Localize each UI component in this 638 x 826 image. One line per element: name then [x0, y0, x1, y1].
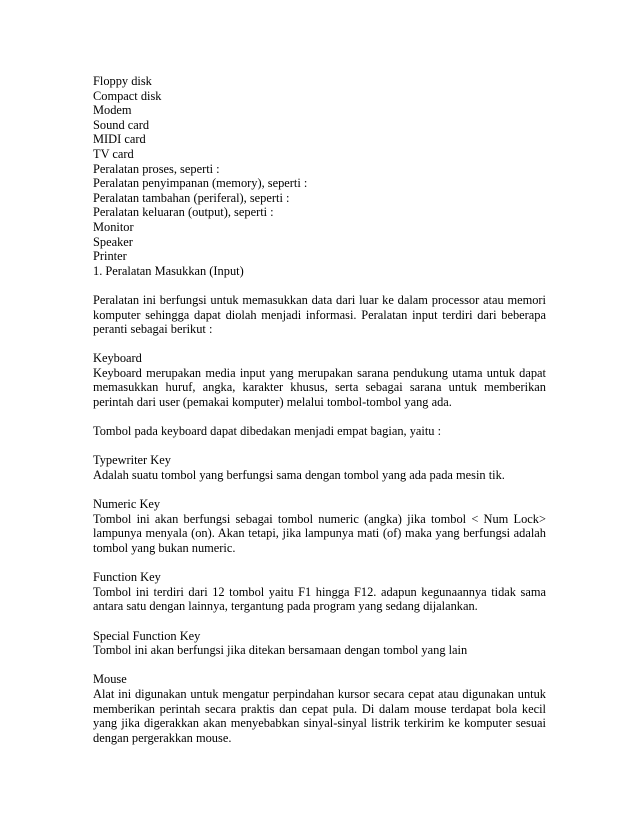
- list-item: Printer: [93, 249, 127, 264]
- paragraph-gap: [93, 658, 546, 673]
- function-key-heading: Function Key: [93, 570, 161, 585]
- special-function-key-paragraph: Tombol ini akan berfungsi jika ditekan bersamaan dengan tombol yang lain: [93, 643, 468, 658]
- mouse-paragraph: Alat ini digunakan untuk mengatur perpindahan kursor secara cepat atau digunakan untuk memberikan perintah secara praktis dan cepat pula. Di dalam mouse terdapat bola kecil yang jika digerakkan akan menyebabkan sinyal-sinyal listrik terkirim ke komputer sesuai dengan pergerakkan mouse.: [93, 686, 546, 745]
- paragraph-gap: [93, 337, 546, 352]
- list-item: Speaker: [93, 234, 133, 249]
- list-item: Peralatan penyimpanan (memory), seperti :: [93, 176, 308, 191]
- list-item: Sound card: [93, 117, 150, 132]
- intro-paragraph: Peralatan ini berfungsi untuk memasukkan data dari luar ke dalam processor atau memori komputer sehingga dapat diolah menjadi informasi. Peralatan input terdiri dari beberapa peranti sebagai berikut :: [93, 292, 546, 337]
- numeric-key-heading: Numeric Key: [93, 497, 161, 512]
- list-item: Peralatan tambahan (periferal), seperti :: [93, 190, 290, 205]
- keyboard-paragraph: Keyboard merupakan media input yang merupakan sarana pendukung utama untuk dapat memasukkan huruf, angka, karakter khusus, serta sebagai sarana untuk memberikan perintah dari user (pemakai komputer) melalui tombol-tombol yang ada.: [93, 365, 546, 410]
- list-item: TV card: [93, 146, 134, 161]
- list-item: Peralatan keluaran (output), seperti :: [93, 205, 274, 220]
- paragraph-gap: [93, 439, 546, 454]
- list-item: Monitor: [93, 219, 134, 234]
- section-heading-input: 1. Peralatan Masukkan (Input): [93, 263, 244, 278]
- list-item: Floppy disk: [93, 74, 152, 88]
- paragraph-gap: [93, 556, 546, 571]
- paragraph-gap: [93, 483, 546, 498]
- paragraph-gap: [93, 614, 546, 629]
- mouse-heading: Mouse: [93, 672, 127, 687]
- list-item: Modem: [93, 103, 132, 118]
- typewriter-key-heading: Typewriter Key: [93, 453, 171, 468]
- function-key-paragraph: Tombol ini terdiri dari 12 tombol yaitu F1 hingga F12. adapun kegunaannya tidak sama antara satu dengan lainnya, tergantung pada program yang sedang dijalankan.: [93, 584, 546, 614]
- list-item: MIDI card: [93, 132, 146, 147]
- numeric-key-paragraph: Tombol ini akan berfungsi sebagai tombol numeric (angka) jika tombol < Num Lock> lampunya menyala (on). Akan tetapi, jika lampunya mati (of) maka yang berfungsi adalah tombol yang bukan numeric.: [93, 511, 546, 555]
- typewriter-key-paragraph: Adalah suatu tombol yang berfungsi sama dengan tombol yang ada pada mesin tik.: [93, 468, 505, 483]
- list-item: Peralatan proses, seperti :: [93, 161, 220, 176]
- list-item: Compact disk: [93, 88, 162, 103]
- paragraph-gap: [93, 278, 546, 293]
- document-page: [93, 74, 546, 745]
- keyboard-heading: Keyboard: [93, 351, 142, 366]
- paragraph-gap: [93, 410, 546, 425]
- special-function-key-heading: Special Function Key: [93, 628, 201, 643]
- keyboard-parts-paragraph: Tombol pada keyboard dapat dibedakan menjadi empat bagian, yaitu :: [93, 424, 442, 439]
